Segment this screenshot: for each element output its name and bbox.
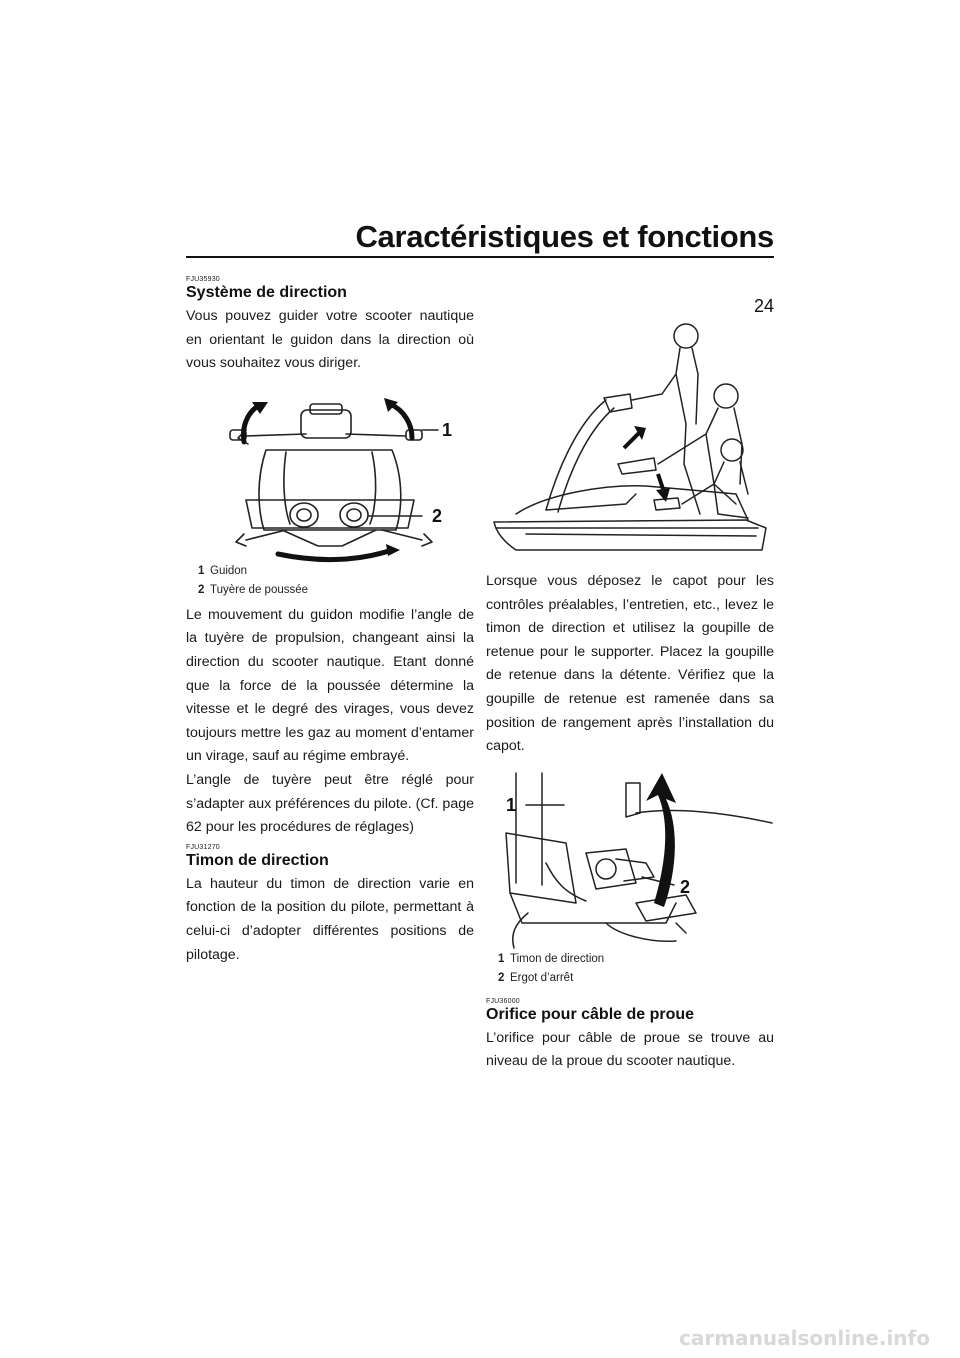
- pole-captions: [486, 950, 774, 988]
- riding-positions-figure: [486, 314, 774, 564]
- bow-body-1: L’orifice pour câble de proue se trouve au niveau de la proue du scooter nautique.: [486, 1029, 774, 1070]
- pole-body-2: Lorsque vous déposez le capot pour les contrôles préalables, l’entretien, etc., levez le timon de direction et utilisez la goupille de retenue pour le supporter. Placez la goupille de retenue dans la détente. Vérifiez que la goupille de retenue est ramenée dans sa position de rangement après l’installation du capot.: [486, 573, 774, 755]
- page-title: Caractéristiques et fonctions: [355, 219, 774, 254]
- pole-body-1: La hauteur du timon de direction varie en fonction de la position du pilote, permettant à celui-ci d’adopter différentes positions de pilotage.: [186, 875, 474, 963]
- caption-text: Tuyère de poussée: [210, 583, 309, 596]
- section-code-bow: FJU36000: [486, 997, 520, 1005]
- riding-positions-illustration: [486, 314, 774, 564]
- right-column: [486, 274, 774, 1074]
- caption-text: Timon de direction: [510, 952, 605, 965]
- section-code-pole: FJU31270: [186, 843, 220, 851]
- steering-label-2: 2: [432, 505, 443, 526]
- watermark: carmanualsonline.info: [679, 1326, 930, 1350]
- caption-text: Ergot d’arrêt: [510, 971, 574, 984]
- section-code-steering: FJU35930: [186, 276, 220, 283]
- steering-label-1: 1: [442, 419, 453, 440]
- left-column: [186, 274, 474, 963]
- steering-body-2: L’angle de tuyère peut être réglé pour s’adapter aux préférences du pilote. (Cf. page 62 pour les procédures de réglages): [186, 771, 474, 836]
- steering-figure: [186, 390, 474, 560]
- header-rule: [186, 256, 774, 258]
- pole-illustration: [486, 773, 774, 948]
- section-title-pole: Timon de direction: [186, 851, 329, 869]
- steering-illustration: [186, 390, 474, 560]
- caption-item: [198, 581, 474, 600]
- caption-item: [198, 562, 474, 581]
- caption-number: 1: [198, 564, 205, 577]
- page-number: 24: [753, 296, 774, 316]
- caption-number: 2: [498, 971, 505, 984]
- caption-number: 1: [498, 952, 505, 965]
- steering-body-1: Le mouvement du guidon modifie l’angle de la tuyère de propulsion, changeant ainsi la direction du scooter nautique. Etant donné que la force de la poussée détermine la vitesse et le degré des virages, vous devez toujours mettre les gaz au moment d’entamer un virage, sauf au régime embrayé.: [186, 606, 474, 765]
- steering-captions: [186, 562, 474, 600]
- caption-item: [498, 969, 774, 988]
- caption-item: [498, 950, 774, 969]
- pole-figure: [486, 773, 774, 948]
- caption-text: Guidon: [210, 564, 248, 577]
- pole-label-2: 2: [680, 876, 691, 897]
- steering-intro: Vous pouvez guider votre scooter nautique en orientant le guidon dans la direction où vous souhaitez vous diriger.: [186, 308, 474, 372]
- caption-number: 2: [198, 583, 205, 596]
- section-title-steering: Système de direction: [186, 284, 347, 301]
- section-title-bow: Orifice pour câble de proue: [486, 1005, 695, 1023]
- page-header: [186, 219, 774, 255]
- pole-label-1: 1: [506, 794, 517, 815]
